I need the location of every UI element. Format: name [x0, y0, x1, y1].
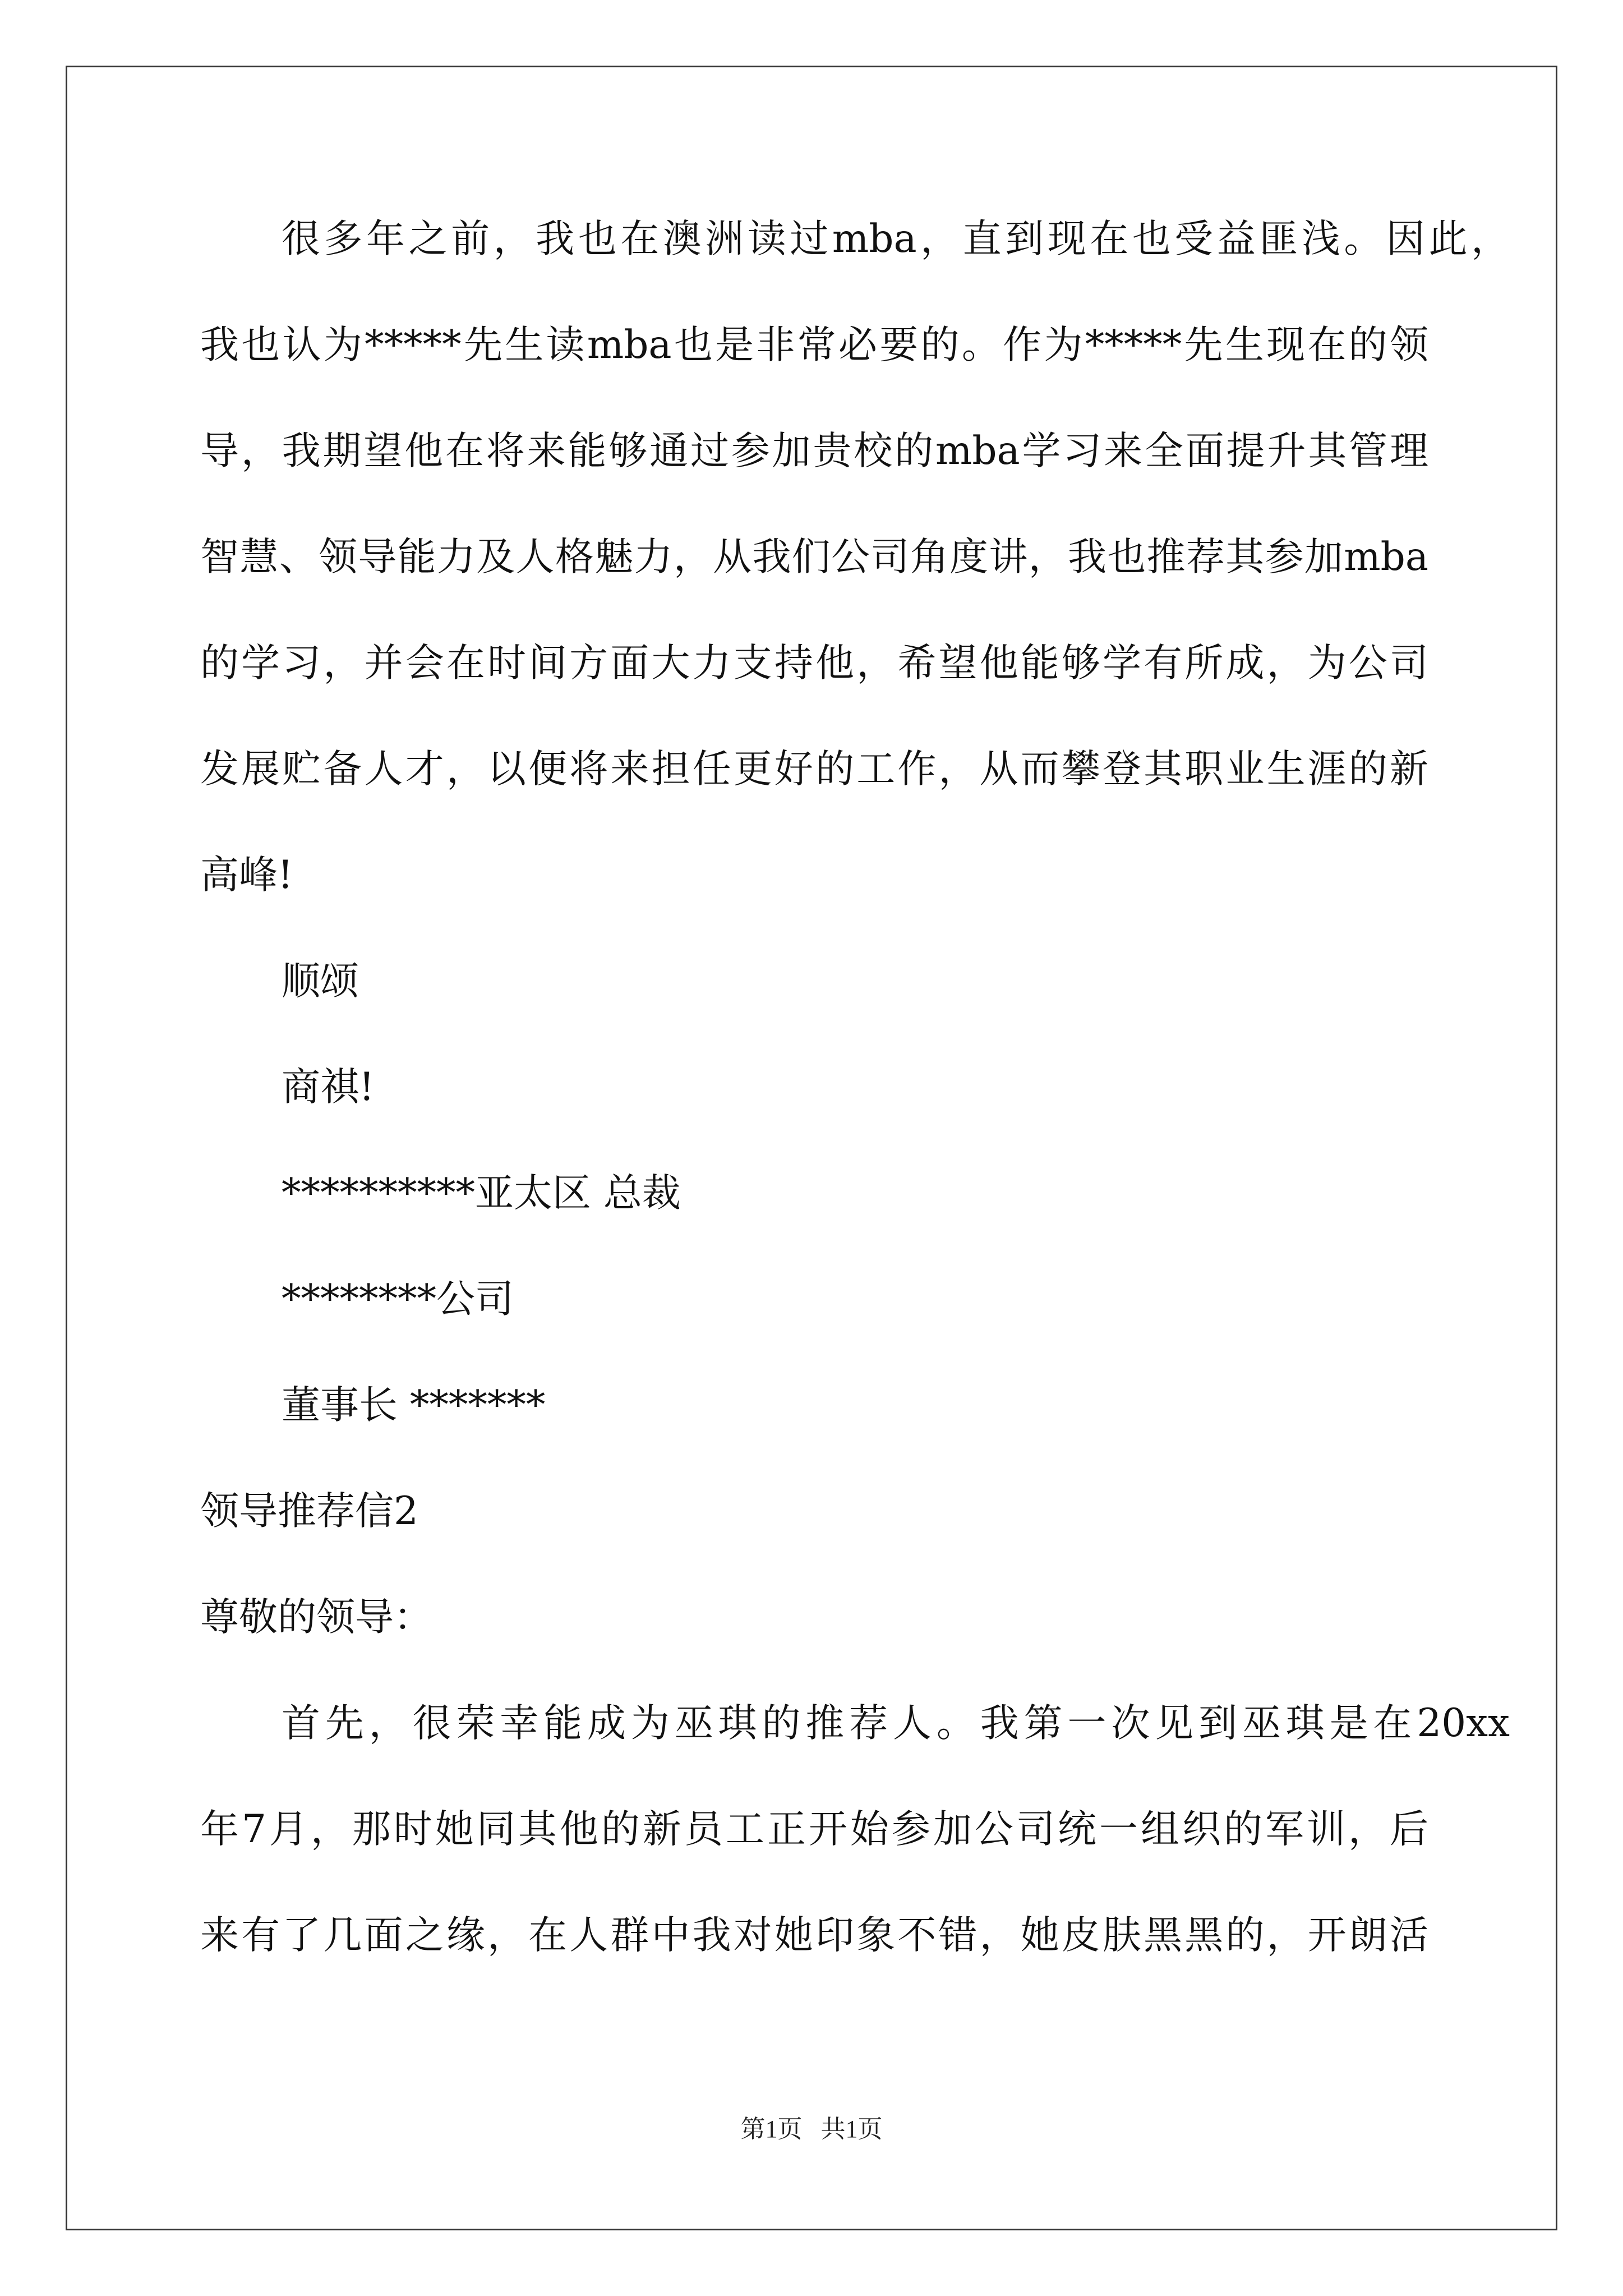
closing-salutation: 顺颂 [282, 959, 359, 1004]
paragraph-line: 智慧、领导能力及人格魅力，从我们公司角度讲，我也推荐其参加mba [200, 535, 1428, 579]
paragraph-line: 首先，很荣幸能成为巫琪的推荐人。我第一次见到巫琪是在20xx [282, 1701, 1510, 1746]
signature-title: **********亚太区 总裁 [282, 1171, 681, 1216]
paragraph-line: 来有了几面之缘，在人群中我对她印象不错，她皮肤黑黑的，开朗活 [200, 1913, 1428, 1958]
paragraph-line: 很多年之前，我也在澳洲读过mba，直到现在也受益匪浅。因此， [282, 217, 1510, 261]
paragraph-line: 我也认为*****先生读mba也是非常必要的。作为*****先生现在的领 [200, 323, 1428, 367]
paragraph-line: 高峰! [200, 853, 293, 898]
letter-greeting: 尊敬的领导： [200, 1595, 432, 1640]
paragraph-line: 导，我期望他在将来能够通过参加贵校的mba学习来全面提升其管理 [200, 429, 1428, 473]
document-body [200, 213, 1510, 2016]
signature-name: 董事长 ******* [282, 1383, 546, 1428]
section-heading: 领导推荐信2 [200, 1489, 418, 1534]
closing-salutation: 商祺! [282, 1065, 375, 1110]
paragraph-line: 的学习，并会在时间方面大力支持他，希望他能够学有所成，为公司 [200, 641, 1428, 685]
paragraph-line: 发展贮备人才，以便将来担任更好的工作，从而攀登其职业生涯的新 [200, 747, 1428, 792]
paragraph-line: 年7月，那时她同其他的新员工正开始参加公司统一组织的军训，后 [200, 1807, 1428, 1852]
page-number-footer: 第1页 共1页 [740, 2115, 883, 2143]
signature-company: ********公司 [282, 1277, 514, 1322]
